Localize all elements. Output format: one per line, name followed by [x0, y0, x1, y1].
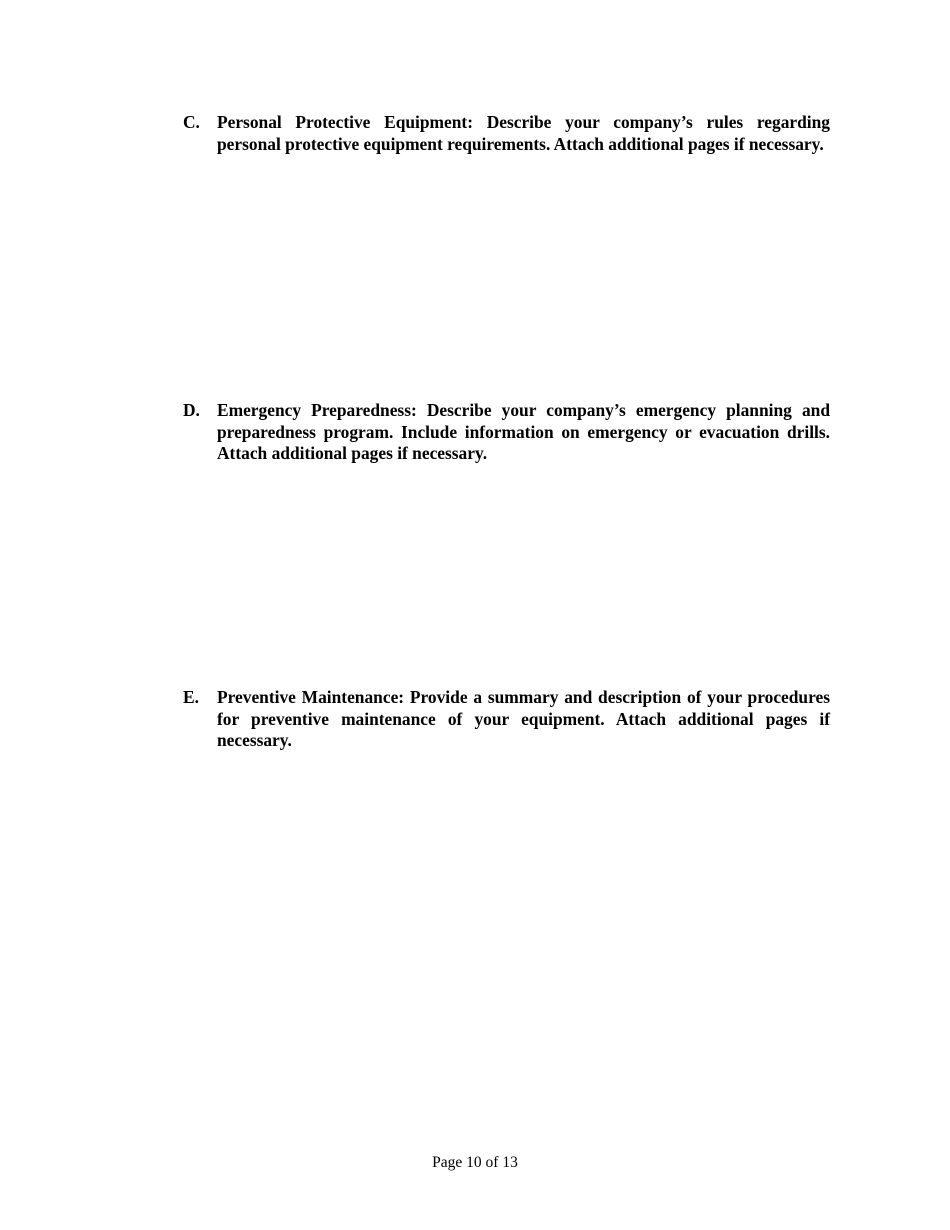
section-instructions: Emergency Preparedness: Describe your company’s emergency planning and preparedness program. Include information on emergency or evacuation drills. Attach additional pages if necessary. [217, 400, 830, 464]
section-instructions: Preventive Maintenance: Provide a summary and description of your procedures for preventive maintenance of your equipment. Attach additional pages if necessary. [217, 687, 830, 751]
section-letter: C. [183, 112, 200, 132]
section-letter: E. [183, 687, 199, 707]
page-number-footer: Page 10 of 13 [432, 1154, 518, 1171]
section-e-preventive-maintenance [183, 687, 830, 752]
section-letter: D. [183, 400, 200, 420]
section-d-emergency-preparedness [183, 400, 830, 465]
section-c-personal-protective-equipment [183, 112, 830, 155]
section-instructions: Personal Protective Equipment: Describe your company’s rules regarding personal protective equipment requirements. Attach additional pages if necessary. [217, 112, 830, 154]
